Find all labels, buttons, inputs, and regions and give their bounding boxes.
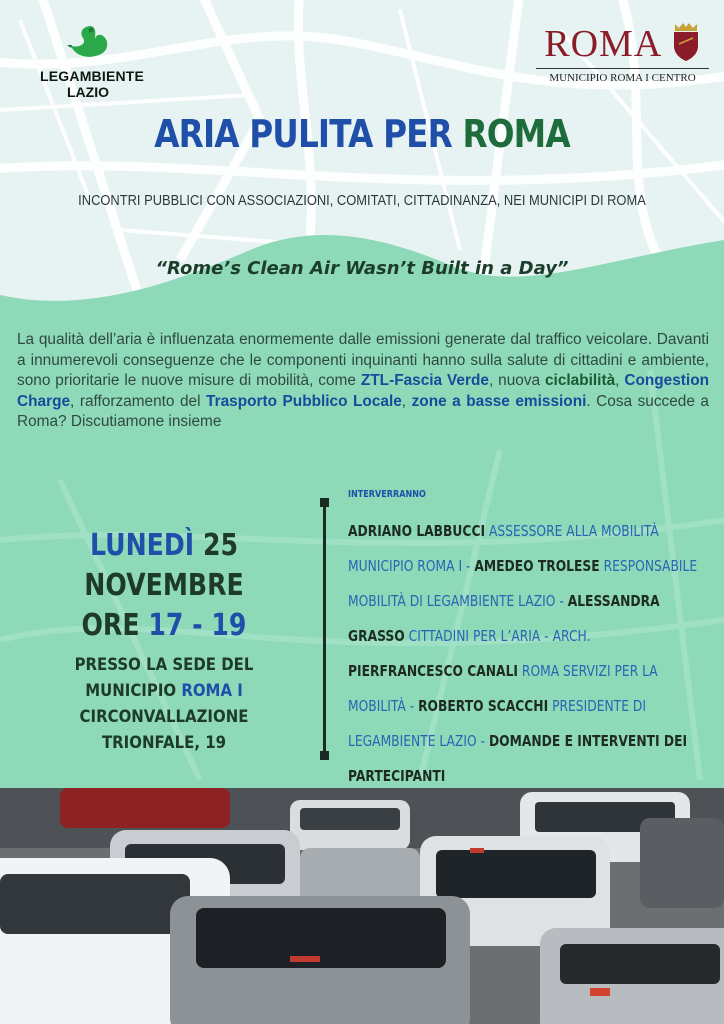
location-line-2: [30, 678, 298, 704]
roma-wordmark: ROMA: [544, 23, 663, 65]
intro-paragraph: [17, 330, 709, 433]
hours-value: 17 - 19: [148, 608, 247, 643]
event-hours: [36, 606, 291, 646]
speaker-role: RESPONSABILE MOBILITÀ DI LEGAMBIENTE LAZIO -: [348, 557, 698, 610]
speaker-name: DOMANDE E INTERVENTI DEI PARTECIPANTI: [348, 732, 688, 785]
municipio-subtitle: MUNICIPIO ROMA I CENTRO: [536, 68, 709, 84]
intro-highlight: ZTL-Fascia Verde: [360, 372, 489, 390]
event-date: [36, 526, 291, 606]
speaker-role: ASSESSORE ALLA MOBILITÀ MUNICIPIO ROMA I -: [348, 522, 659, 575]
title-part-1: ARIA PULITA PER: [154, 112, 463, 156]
legambiente-logo: [40, 22, 145, 100]
legambiente-name: LEGAMBIENTE: [40, 68, 145, 84]
speaker-name: ADRIANO LABBUCCI: [348, 522, 486, 540]
event-location: [30, 652, 298, 756]
speaker-role: CITTADINI PER L’ARIA - ARCH.: [404, 627, 591, 645]
event-date-text: 25 NOVEMBRE: [84, 528, 244, 603]
event-day: LUNEDÌ: [89, 528, 195, 563]
intro-highlight: ciclabilità: [545, 372, 616, 390]
event-date-block: [36, 526, 291, 646]
location-municipio-name: ROMA I: [181, 681, 243, 701]
speakers-heading: INTERVERRANNO: [348, 489, 426, 500]
speaker-name: PIERFRANCESCO CANALI: [348, 662, 518, 680]
location-line-1: PRESSO LA SEDE DEL: [74, 655, 254, 675]
speakers-list: [348, 514, 701, 794]
speaker-name: ROBERTO SCACCHI: [418, 697, 549, 715]
intro-text: ,: [401, 392, 412, 410]
intro-highlight: Congestion Charge: [17, 372, 710, 410]
page-subtitle: INCONTRI PUBBLICI CON ASSOCIAZIONI, COMITATI, CITTADINANZA, NEI MUNICIPI DI ROMA: [78, 192, 646, 209]
intro-text: , nuova: [488, 372, 545, 390]
intro-text: . Cosa succede a Roma? Discutiamone insieme: [17, 392, 709, 431]
vertical-divider: [323, 500, 326, 758]
speaker-name: AMEDEO TROLESE: [474, 557, 600, 575]
intro-highlight: Trasporto Pubblico Locale: [206, 392, 402, 410]
title-part-2: ROMA: [462, 112, 570, 156]
slogan-quote: “Rome’s Clean Air Wasn’t Built in a Day”: [155, 258, 569, 279]
swan-icon: [65, 22, 111, 62]
location-address: CIRCONVALLAZIONE TRIONFALE, 19: [79, 707, 249, 753]
legambiente-region: LAZIO: [67, 84, 109, 100]
intro-highlight: zone a basse emissioni: [411, 392, 587, 410]
speaker-name: ALESSANDRA GRASSO: [348, 592, 660, 645]
intro-text: La qualità dell’aria è influenzata enormemente dalle emissioni generate dal traffico veicolare. Davanti a innumerevoli conseguenze che le componenti inquinanti hanno sulla salute di cittadini e ambiente, sono prioritarie le nuove misure di mobilità, come: [17, 331, 709, 390]
roma-municipio-logo: [530, 22, 715, 84]
roma-crest-icon: [671, 22, 701, 62]
intro-text: , rafforzamento del: [70, 392, 207, 410]
speaker-role: ROMA SERVIZI PER LA MOBILITÀ -: [348, 662, 658, 715]
location-municipio: MUNICIPIO: [85, 681, 182, 701]
intro-text: ,: [615, 372, 625, 390]
traffic-photo: [0, 788, 724, 1024]
hours-label: ORE: [81, 608, 149, 643]
speaker-role: PRESIDENTE DI LEGAMBIENTE LAZIO -: [348, 697, 646, 750]
page-title: [51, 112, 674, 156]
